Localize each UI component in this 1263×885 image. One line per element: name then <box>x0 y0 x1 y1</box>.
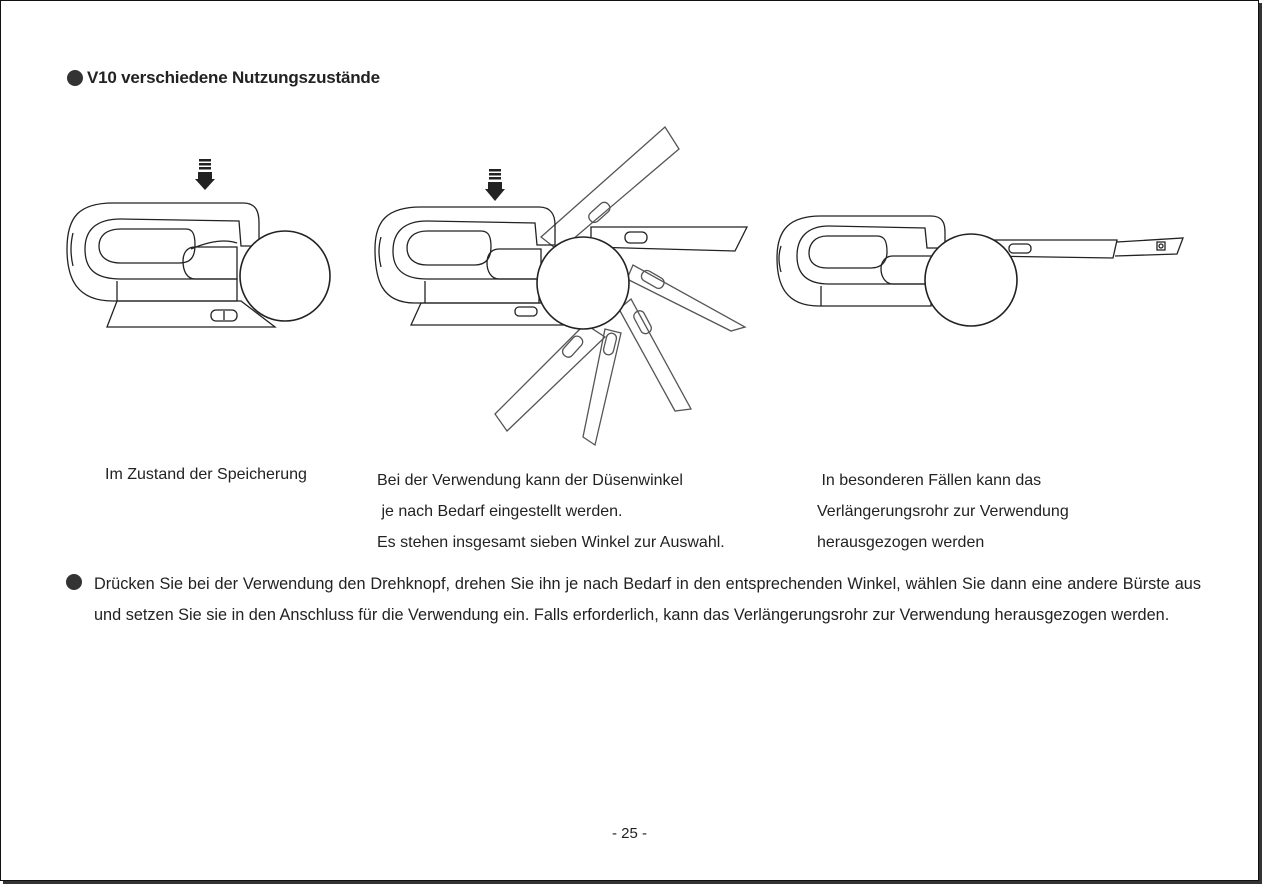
page-number: - 25 - <box>611 825 647 842</box>
caption-extended <box>817 465 1069 558</box>
caption-angle <box>377 465 725 558</box>
bullet-icon <box>66 574 82 590</box>
bullet-icon <box>67 70 83 86</box>
caption-line: Bei der Verwendung kann der Düsenwinkel <box>377 472 683 489</box>
caption-line: Es stehen insgesamt sieben Winkel zur Auswahl. <box>377 534 725 551</box>
caption-line: je nach Bedarf eingestellt werden. <box>377 503 623 520</box>
caption-storage <box>105 465 307 485</box>
caption-line: Verlängerungsrohr zur Verwendung <box>817 503 1069 520</box>
caption-line: In besonderen Fällen kann das <box>817 472 1042 489</box>
caption-line: Im Zustand der Speicherung <box>105 466 307 483</box>
caption-line: herausgezogen werden <box>817 534 985 551</box>
vacuum-extended-illustration <box>773 206 1193 336</box>
section-title: V10 verschiedene Nutzungszustände <box>87 68 380 87</box>
instruction-paragraph: Drücken Sie bei der Verwendung den Drehknopf, drehen Sie ihn je nach Bedarf in den entsprechenden Winkel, wählen Sie dann eine andere Bürste aus und setzen Sie sie in den Anschluss für die Verwendung ein. Falls erforderlich, kann das Verlängerungsrohr zur Verwendung herausgezogen werden. <box>94 575 1201 624</box>
press-arrow-icon <box>195 159 215 190</box>
vacuum-angle-illustration <box>369 119 769 451</box>
press-arrow-icon <box>485 169 505 201</box>
vacuum-storage-illustration <box>61 151 341 336</box>
